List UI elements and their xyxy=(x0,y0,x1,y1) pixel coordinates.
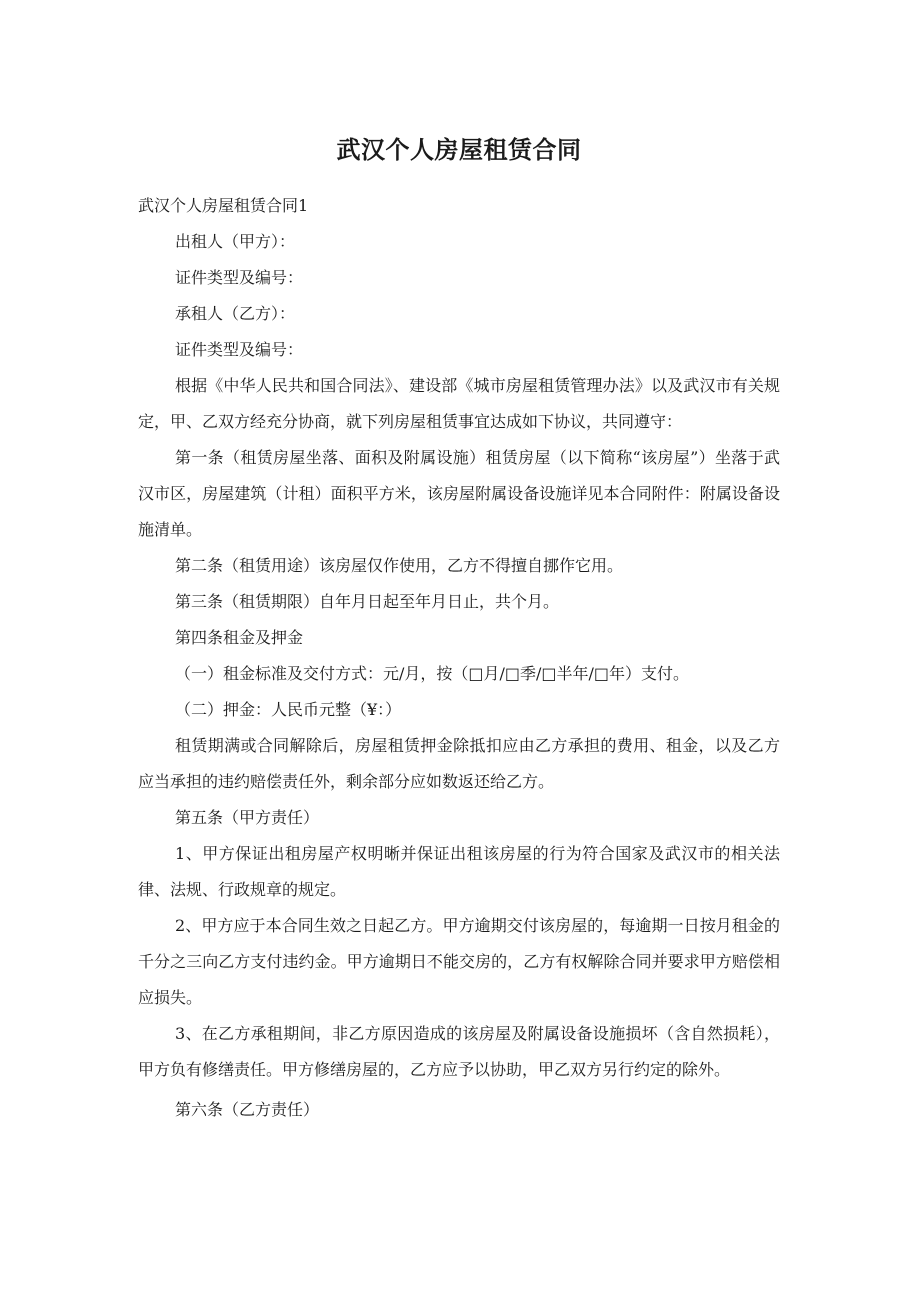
paragraph-article-4-heading: 第四条租金及押金 xyxy=(175,628,304,647)
document-subtitle: 武汉个人房屋租赁合同1 xyxy=(138,196,309,215)
paragraph-article-5-item-2: 2、甲方应于本合同生效之日起乙方。甲方逾期交付该房屋的，每逾期一日按月租金的千分之三向乙方支付违约金。甲方逾期日不能交房的，乙方有权解除合同并要求甲方赔偿相应损失。 xyxy=(138,916,780,1007)
paragraph-deposit-return: 租赁期满或合同解除后，房屋租赁押金除抵扣应由乙方承担的费用、租金，以及乙方应当承担的违约赔偿责任外，剩余部分应如数返还给乙方。 xyxy=(138,736,780,791)
paragraph-lessor-id: 证件类型及编号： xyxy=(175,268,304,287)
paragraph-article-1: 第一条（租赁房屋坐落、面积及附属设施）租赁房屋（以下简称“该房屋”）坐落于武汉市区，房屋建筑（计租）面积平方米，该房屋附属设备设施详见本合同附件：附属设备设施清单。 xyxy=(138,448,780,539)
paragraph-article-5-heading: 第五条（甲方责任） xyxy=(175,808,320,827)
paragraph-lessee: 承租人（乙方）： xyxy=(175,304,296,323)
paragraph-article-3: 第三条（租赁期限）自年月日起至年月日止，共个月。 xyxy=(175,592,560,611)
paragraph-preamble: 根据《中华人民共和国合同法》、建设部《城市房屋租赁管理办法》以及武汉市有关规定，甲、乙双方经充分协商，就下列房屋租赁事宜达成如下协议，共同遵守： xyxy=(138,376,780,431)
paragraph-article-5-item-1: 1、甲方保证出租房屋产权明晰并保证出租该房屋的行为符合国家及武汉市的相关法律、法规、行政规章的规定。 xyxy=(138,844,780,899)
paragraph-article-6-heading: 第六条（乙方责任） xyxy=(175,1100,320,1119)
paragraph-lessee-id: 证件类型及编号： xyxy=(175,340,304,359)
paragraph-article-2: 第二条（租赁用途）该房屋仅作使用，乙方不得擅自挪作它用。 xyxy=(175,556,624,575)
paragraph-article-5-item-3: 3、在乙方承租期间，非乙方原因造成的该房屋及附属设备设施损坏（含自然损耗），甲方负有修缮责任。甲方修缮房屋的，乙方应予以协助，甲乙双方另行约定的除外。 xyxy=(138,1024,780,1079)
paragraph-article-4-deposit: （二）押金：人民币元整（¥：） xyxy=(175,700,402,719)
document-title: 武汉个人房屋租赁合同 xyxy=(336,136,582,164)
paragraph-lessor: 出租人（甲方）： xyxy=(175,232,296,251)
paragraph-article-4-rent: （一）租金标准及交付方式：元/月，按（□月/□季/□半年/□年）支付。 xyxy=(175,664,690,683)
